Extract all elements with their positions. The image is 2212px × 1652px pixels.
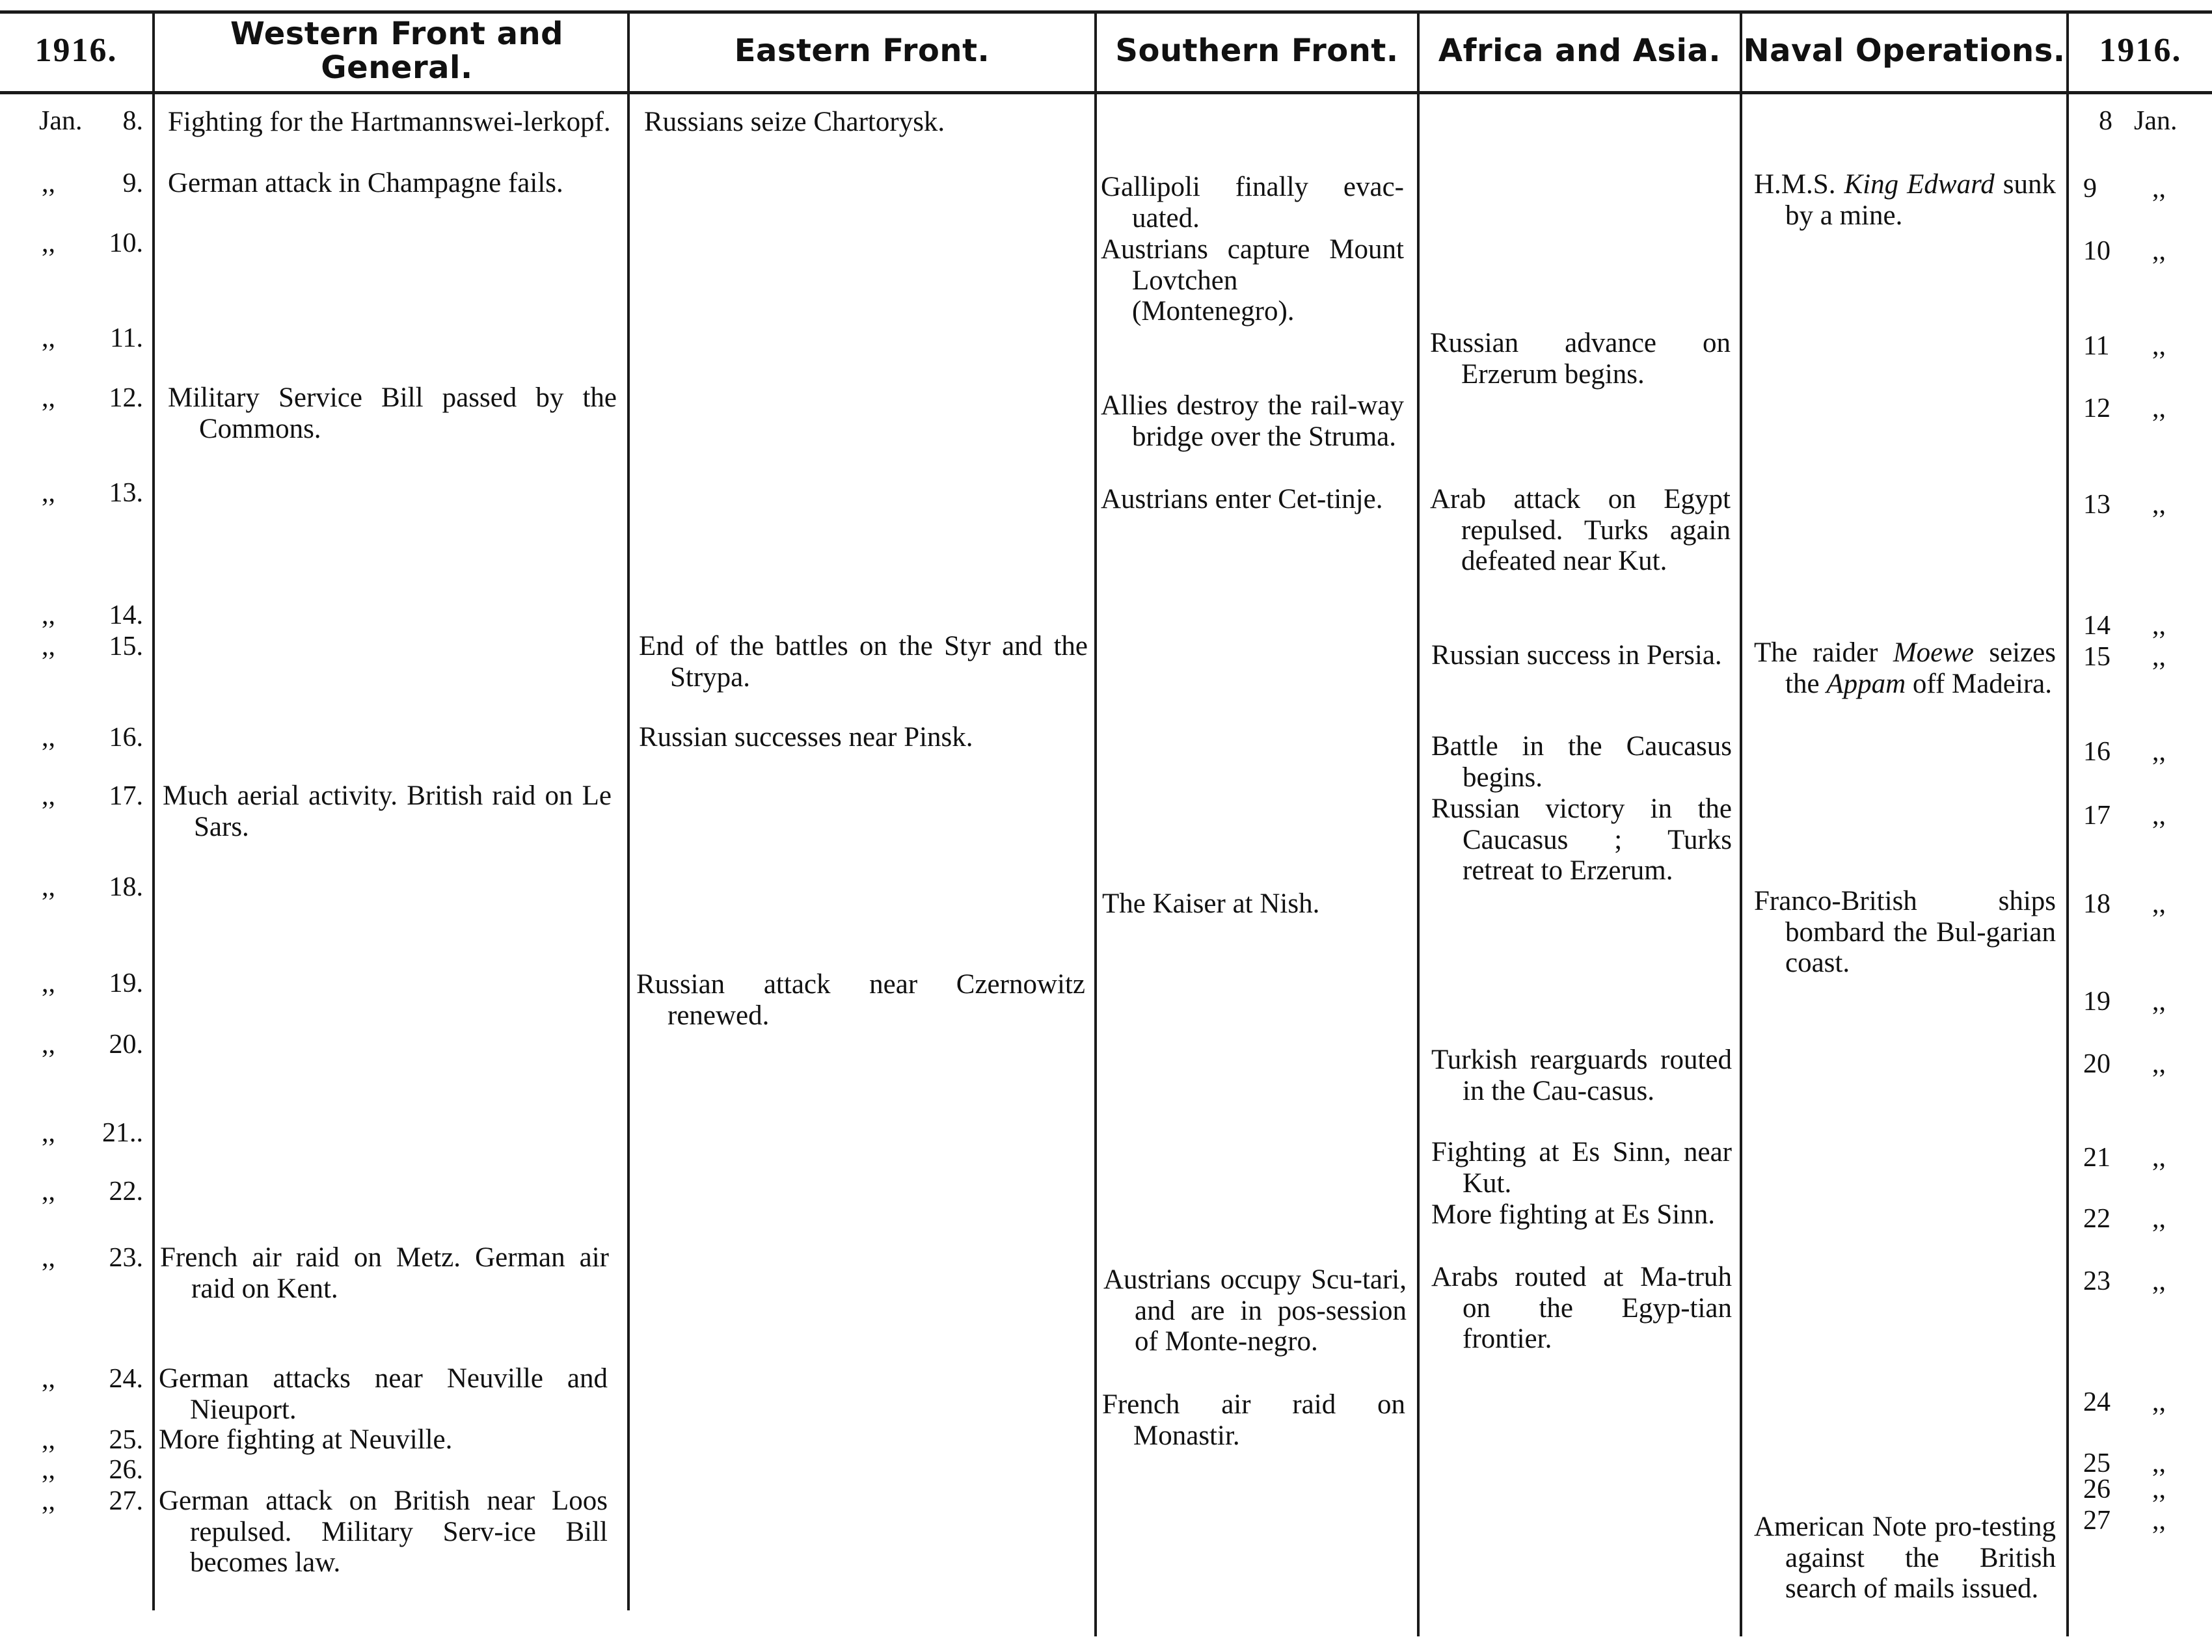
naval-entry: American Note pro-testing against the British search of mails issued.: [1754, 1512, 2056, 1604]
western-entry: German attack on British near Loos repulsed. Military Serv-ice Bill becomes law.: [159, 1485, 608, 1578]
chronology-table: 1916. Western Front and General. Eastern Front. Southern Front. Africa and Asia. Naval Operations. 1916. Jan. 8. ,, 9. ,, 10. ,, 11. ,, 12. ,, 13. ,, 14. ,, 15. ,, 16. ,, 17. ,, 18. ,, 19. ,, 20. ,, 21.. ,, 22. ,, 23. ,, 24. ,, 25. ,, 26. ,, 27. 8 Jan. 9 ,, 10 ,, 11 ,, 12 ,, 13 ,, 14 ,, 15 ,, 16 ,, 17 ,, 18 ,, 19 ,, 20 ,, 21 ,, 22 ,, 23 ,, 24 ,, 25 ,, 26 ,, 27 ,, Fighting for the Hartmannswei-lerkopf. German attack in Champagne fails. Military Service Bill passed by the Commons. Much aerial activity. British raid on Le Sars. French air raid on Metz. German air raid on Kent. German attacks near Neuville and Nieuport. More fighting at Neuville. German attack on British near Loos repulsed. Military Serv-ice Bill becomes law. Russians seize Chartorysk. End of the battles on the Styr and the Strypa. Russian successes near Pinsk. Russian attack near Czernowitz renewed. Gallipoli finally evac-uated. Austrians capture Mount Lovtchen (Montenegro). Allies destroy the rail-way bridge over the Struma. Austrians enter Cet-tinje. The Kaiser at Nish. Austrians occupy Scu-tari, and are in pos-session of Monte-negro. French air raid on Monastir. Russian advance on Erzerum begins. Arab attack on Egypt repulsed. Turks again defeated near Kut. Russian success in Persia. Battle in the Caucasus begins. Russian victory in the Caucasus ; Turks retreat to Erzerum. Turkish rearguards routed in the Cau-casus. Fighting at Es Sinn, near Kut. More fighting at Es Sinn. Arabs routed at Ma-truh on the Egyp-tian frontier. H.M.S. King Edward sunk by a mine. The raider Moewe seizes the Appam off Madeira. Franco-British ships bombard the Bul-garian coast. American Note pro-testing against the British search of mails issued.: [0, 0, 2212, 1652]
africa-asia-entry: Arabs routed at Ma-truh on the Egyp-tian frontier.: [1431, 1262, 1732, 1354]
naval-entry: The raider Moewe seizes the Appam off Madeira.: [1754, 637, 2057, 699]
africa-asia-entry: Arab attack on Egypt repulsed. Turks again defeated near Kut.: [1430, 484, 1731, 576]
header-africa-asia: Africa and Asia.: [1438, 33, 1721, 69]
year-header-left: 1916.: [34, 32, 118, 69]
africa-asia-entry: Fighting at Es Sinn, near Kut.: [1431, 1137, 1732, 1199]
col-divider-5: [1740, 10, 1742, 1636]
western-entry: Fighting for the Hartmannswei-lerkopf.: [168, 107, 611, 137]
header-bottom-rule: [0, 91, 2212, 94]
africa-asia-entry: Russian victory in the Caucasus ; Turks retreat to Erzerum.: [1431, 793, 1732, 886]
southern-entry: Austrians capture Mount Lovtchen (Montenegro).: [1101, 234, 1404, 326]
africa-asia-entry: Russian success in Persia.: [1431, 640, 1722, 671]
ship-name: Moewe: [1893, 637, 1974, 668]
header-southern-front: Southern Front.: [1115, 33, 1399, 69]
header-eastern-front: Eastern Front.: [734, 33, 990, 69]
southern-entry: French air raid on Monastir.: [1102, 1389, 1405, 1451]
header-naval-operations: Naval Operations.: [1743, 33, 2066, 69]
western-entry: German attack in Champagne fails.: [168, 168, 563, 198]
ship-name: Appam: [1826, 668, 1906, 699]
southern-entry: Allies destroy the rail-way bridge over the Struma.: [1101, 390, 1404, 452]
western-entry: More fighting at Neuville.: [159, 1424, 453, 1455]
western-entry: Military Service Bill passed by the Commons.: [168, 382, 617, 444]
western-entry: Much aerial activity. British raid on Le Sars.: [163, 780, 612, 842]
eastern-entry: Russian successes near Pinsk.: [639, 722, 973, 753]
western-entry: French air raid on Metz. German air raid on Kent.: [160, 1242, 609, 1304]
africa-asia-entry: Battle in the Caucasus begins.: [1431, 731, 1732, 793]
naval-entry: Franco-British ships bombard the Bul-garian coast.: [1754, 886, 2056, 978]
eastern-entry: Russian attack near Czernowitz renewed.: [636, 969, 1085, 1031]
eastern-entry: Russians seize Chartorysk.: [644, 107, 945, 137]
western-entry: German attacks near Neuville and Nieuport.: [159, 1363, 608, 1425]
africa-asia-entry: Russian advance on Erzerum begins.: [1430, 328, 1731, 390]
col-divider-6: [2066, 10, 2069, 1636]
ship-name: King Edward: [1844, 169, 1995, 200]
southern-entry: Austrians enter Cet-tinje.: [1101, 484, 1383, 514]
eastern-entry: End of the battles on the Styr and the Strypa.: [639, 631, 1088, 693]
naval-entry: H.M.S. King Edward sunk by a mine.: [1754, 169, 2056, 231]
col-divider-4: [1417, 10, 1420, 1636]
africa-asia-entry: Turkish rearguards routed in the Cau-casus.: [1431, 1045, 1732, 1106]
col-divider-2: [627, 10, 630, 1610]
header-western-front: Western Front and General.: [230, 16, 564, 86]
col-divider-3: [1094, 10, 1097, 1636]
southern-entry: Austrians occupy Scu-tari, and are in pos-session of Monte-negro.: [1103, 1264, 1407, 1357]
col-divider-1: [152, 10, 155, 1610]
africa-asia-entry: More fighting at Es Sinn.: [1431, 1199, 1715, 1230]
southern-entry: The Kaiser at Nish.: [1102, 888, 1320, 919]
southern-entry: Gallipoli finally evac-uated.: [1101, 172, 1404, 233]
year-header-right: 1916.: [2099, 32, 2182, 69]
